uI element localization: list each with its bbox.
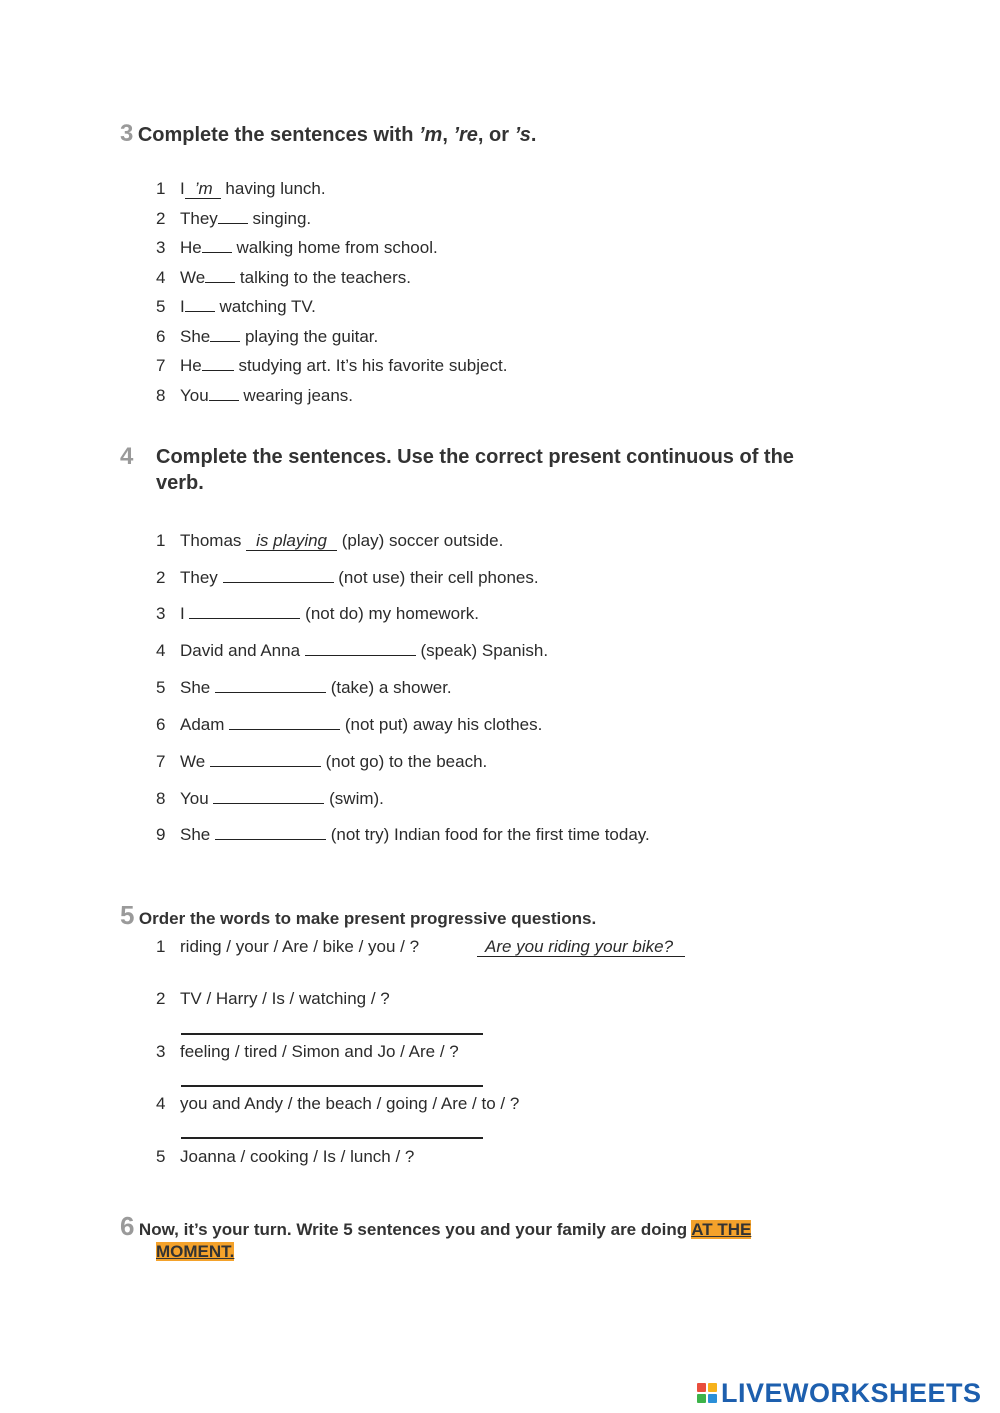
s4-blank-6[interactable] [229,715,340,730]
section-6 [120,1211,840,1242]
s4-item-4: 4 David and Anna (speak) Spanish. [156,641,549,660]
s4-item-5: 5 She (take) a shower. [156,678,452,697]
highlight-moment: MOMENT. [156,1242,235,1261]
logo-squares-icon [697,1383,717,1403]
s4-item-6: 6 Adam (not put) away his clothes. [156,715,543,734]
s3-item-2: 2 They singing. [156,209,312,228]
s3-item-3: 3 He walking home from school. [156,238,438,257]
s4-blank-7[interactable] [210,752,321,767]
s4-item-7: 7 We (not go) to the beach. [156,752,488,771]
s5-item-5: 5 Joanna / cooking / Is / lunch / ? [156,1147,415,1166]
s5-answer-line-2[interactable] [181,1033,483,1035]
s5-item-4: 4 you and Andy / the beach / going / Are / to / ? [156,1094,520,1113]
section-6-heading: Now, it’s your turn. Write 5 sentences you and your family are doing AT THE [138,1220,752,1239]
s5-answer-line-3[interactable] [181,1085,483,1087]
section-6-number: 6 [120,1211,135,1241]
logo-text: LIVEWORKSHEETS [721,1377,982,1408]
s5-answer-1: Are you riding your bike? [477,937,685,957]
s3-item-1: 1 I ’m having lunch. [156,179,326,198]
s3-item-6: 6 She playing the guitar. [156,327,379,346]
s3-blank-6[interactable] [210,327,240,342]
section-3 [120,120,536,148]
s4-answer-1: is playing [246,531,337,551]
liveworksheets-logo[interactable] [697,1378,982,1408]
section-3-heading: Complete the sentences with ’m, ’re, or ’s. [137,124,537,146]
s5-item-1: 1 riding / your / Are / bike / you / ? [156,937,420,956]
highlight-at-the: AT THE [691,1220,752,1239]
s4-blank-4[interactable] [305,641,416,656]
s4-item-2: 2 They (not use) their cell phones. [156,568,539,587]
s3-blank-7[interactable] [202,356,234,371]
s3-item-4: 4 We talking to the teachers. [156,268,411,287]
section-4-number: 4 [120,443,134,470]
s3-blank-2[interactable] [218,209,248,224]
s3-blank-5[interactable] [185,297,215,312]
section-4-heading: Complete the sentences. Use the correct present continuous of the verb. [156,446,794,494]
s4-blank-2[interactable] [223,568,334,583]
s5-answer-line-4[interactable] [181,1137,483,1139]
s3-blank-3[interactable] [202,238,232,253]
s4-item-3: 3 I (not do) my homework. [156,604,480,623]
s4-blank-5[interactable] [215,678,326,693]
s3-item-7: 7 He studying art. It’s his favorite subject. [156,356,508,375]
s3-blank-8[interactable] [209,386,239,401]
s3-item-8: 8 You wearing jeans. [156,386,354,405]
s4-blank-8[interactable] [213,789,324,804]
s4-item-1: 1 Thomas is playing (play) soccer outside. [156,531,504,550]
section-3-number: 3 [120,120,134,147]
section-5-heading: Order the words to make present progressive questions. [138,909,597,928]
s5-item-2: 2 TV / Harry / Is / watching / ? [156,989,390,1008]
s5-item-3: 3 feeling / tired / Simon and Jo / Are / ? [156,1042,459,1061]
s4-item-8: 8 You (swim). [156,789,384,808]
section-6-heading-line2 [156,1242,234,1262]
section-5 [120,900,596,931]
s4-blank-3[interactable] [189,604,300,619]
s4-item-9: 9 She (not try) Indian food for the first time today. [156,825,650,844]
s3-blank-4[interactable] [205,268,235,283]
s3-item-5: 5 I watching TV. [156,297,316,316]
section-5-number: 5 [120,900,135,930]
s3-answer-1: ’m [185,179,221,199]
s4-blank-9[interactable] [215,825,326,840]
